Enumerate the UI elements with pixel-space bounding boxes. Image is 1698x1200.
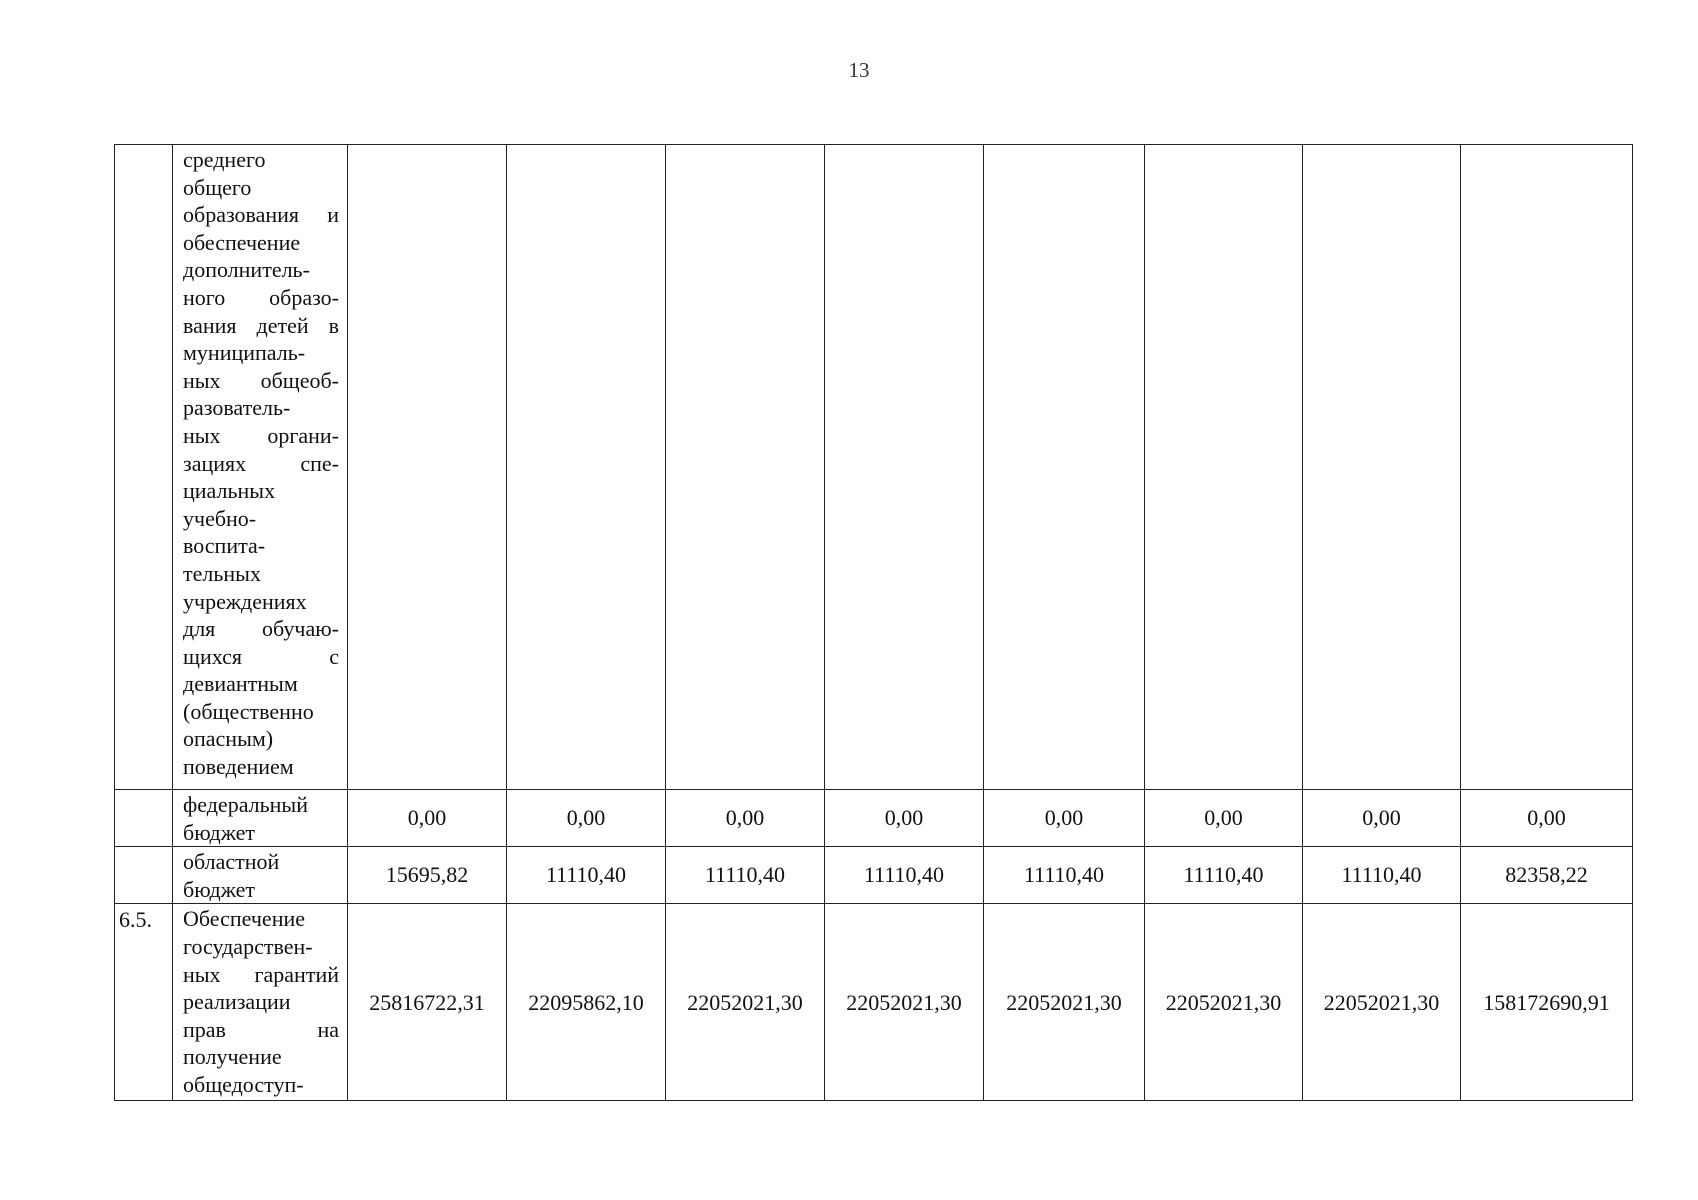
value-cell: 11110,40 [1303, 847, 1461, 904]
description-line: опасным) [183, 726, 274, 752]
description-line: ных общеоб- [183, 367, 339, 393]
row-number-cell: 6.5. [115, 904, 173, 1101]
description-line: бюджет [183, 819, 255, 845]
row-number-cell [115, 790, 173, 847]
description-line: поведением [183, 754, 294, 780]
value-cell: 11110,40 [507, 847, 666, 904]
description-line: (общественно [183, 698, 314, 724]
description-line: учебно- [183, 505, 257, 531]
table-row-item-6-5 [115, 904, 1633, 1101]
value-cell: 25816722,31 [348, 904, 507, 1101]
description-line: девиантным [183, 671, 298, 697]
table-row-continuation [115, 145, 1633, 790]
value-cell [825, 145, 984, 790]
value-cell: 0,00 [666, 790, 825, 847]
description-cell [173, 847, 348, 904]
description-line: бюджет [183, 876, 255, 902]
value-cell: 22095862,10 [507, 904, 666, 1101]
description-line: тельных [183, 560, 261, 586]
value-cell [1461, 145, 1633, 790]
value-cell: 158172690,91 [1461, 904, 1633, 1101]
description-cell [173, 790, 348, 847]
row-number-cell [115, 145, 173, 790]
value-cell: 11110,40 [666, 847, 825, 904]
value-cell: 0,00 [348, 790, 507, 847]
description-line: дополнитель- [183, 257, 310, 283]
page-number: 13 [848, 58, 870, 82]
value-cell: 0,00 [1461, 790, 1633, 847]
value-cell: 11110,40 [984, 847, 1145, 904]
value-cell: 15695,82 [348, 847, 507, 904]
value-cell: 82358,22 [1461, 847, 1633, 904]
value-cell: 22052021,30 [1145, 904, 1303, 1101]
description-line: федеральный [183, 792, 308, 817]
value-cell: 0,00 [825, 790, 984, 847]
description-line: ных гарантий [183, 961, 339, 987]
value-cell: 22052021,30 [666, 904, 825, 1101]
value-cell: 22052021,30 [1303, 904, 1461, 1101]
description-cell [173, 904, 348, 1101]
value-cell [666, 145, 825, 790]
value-cell [348, 145, 507, 790]
value-cell: 22052021,30 [984, 904, 1145, 1101]
value-cell: 0,00 [1145, 790, 1303, 847]
description-line: обеспечение [183, 229, 301, 255]
description-line: областной [183, 849, 280, 875]
value-cell: 22052021,30 [825, 904, 984, 1101]
value-cell: 0,00 [984, 790, 1145, 847]
description-line: образования и [183, 202, 339, 228]
description-line: ного образо- [183, 284, 339, 310]
value-cell: 0,00 [507, 790, 666, 847]
description-line: щихся с [183, 643, 339, 669]
description-line: Обеспечение [183, 906, 305, 932]
description-line: получение [183, 1044, 282, 1070]
description-line: воспита- [183, 533, 266, 559]
description-line: прав на [183, 1016, 339, 1042]
description-line: реализации [183, 989, 291, 1015]
value-cell [1303, 145, 1461, 790]
table-body [115, 145, 1633, 1101]
value-cell: 11110,40 [1145, 847, 1303, 904]
budget-table [114, 144, 1633, 1101]
description-line: вания детей в [183, 312, 339, 338]
value-cell: 11110,40 [825, 847, 984, 904]
value-cell [507, 145, 666, 790]
description-cell [173, 145, 348, 790]
description-line: учреждениях [183, 588, 307, 614]
description-line: среднего [183, 147, 266, 172]
description-line: муниципаль- [183, 340, 306, 366]
description-line: циальных [183, 478, 276, 504]
description-line: общего [183, 174, 252, 200]
table-row-federal [115, 790, 1633, 847]
description-line: ных органи- [183, 422, 339, 448]
value-cell [984, 145, 1145, 790]
table-row-regional [115, 847, 1633, 904]
description-line: государствен- [183, 933, 313, 959]
value-cell [1145, 145, 1303, 790]
description-line: общедоступ- [183, 1071, 304, 1097]
row-number-cell [115, 847, 173, 904]
value-cell: 0,00 [1303, 790, 1461, 847]
description-line: зациях спе- [183, 450, 339, 476]
description-line: для обучаю- [183, 616, 339, 642]
description-line: разователь- [183, 395, 291, 421]
